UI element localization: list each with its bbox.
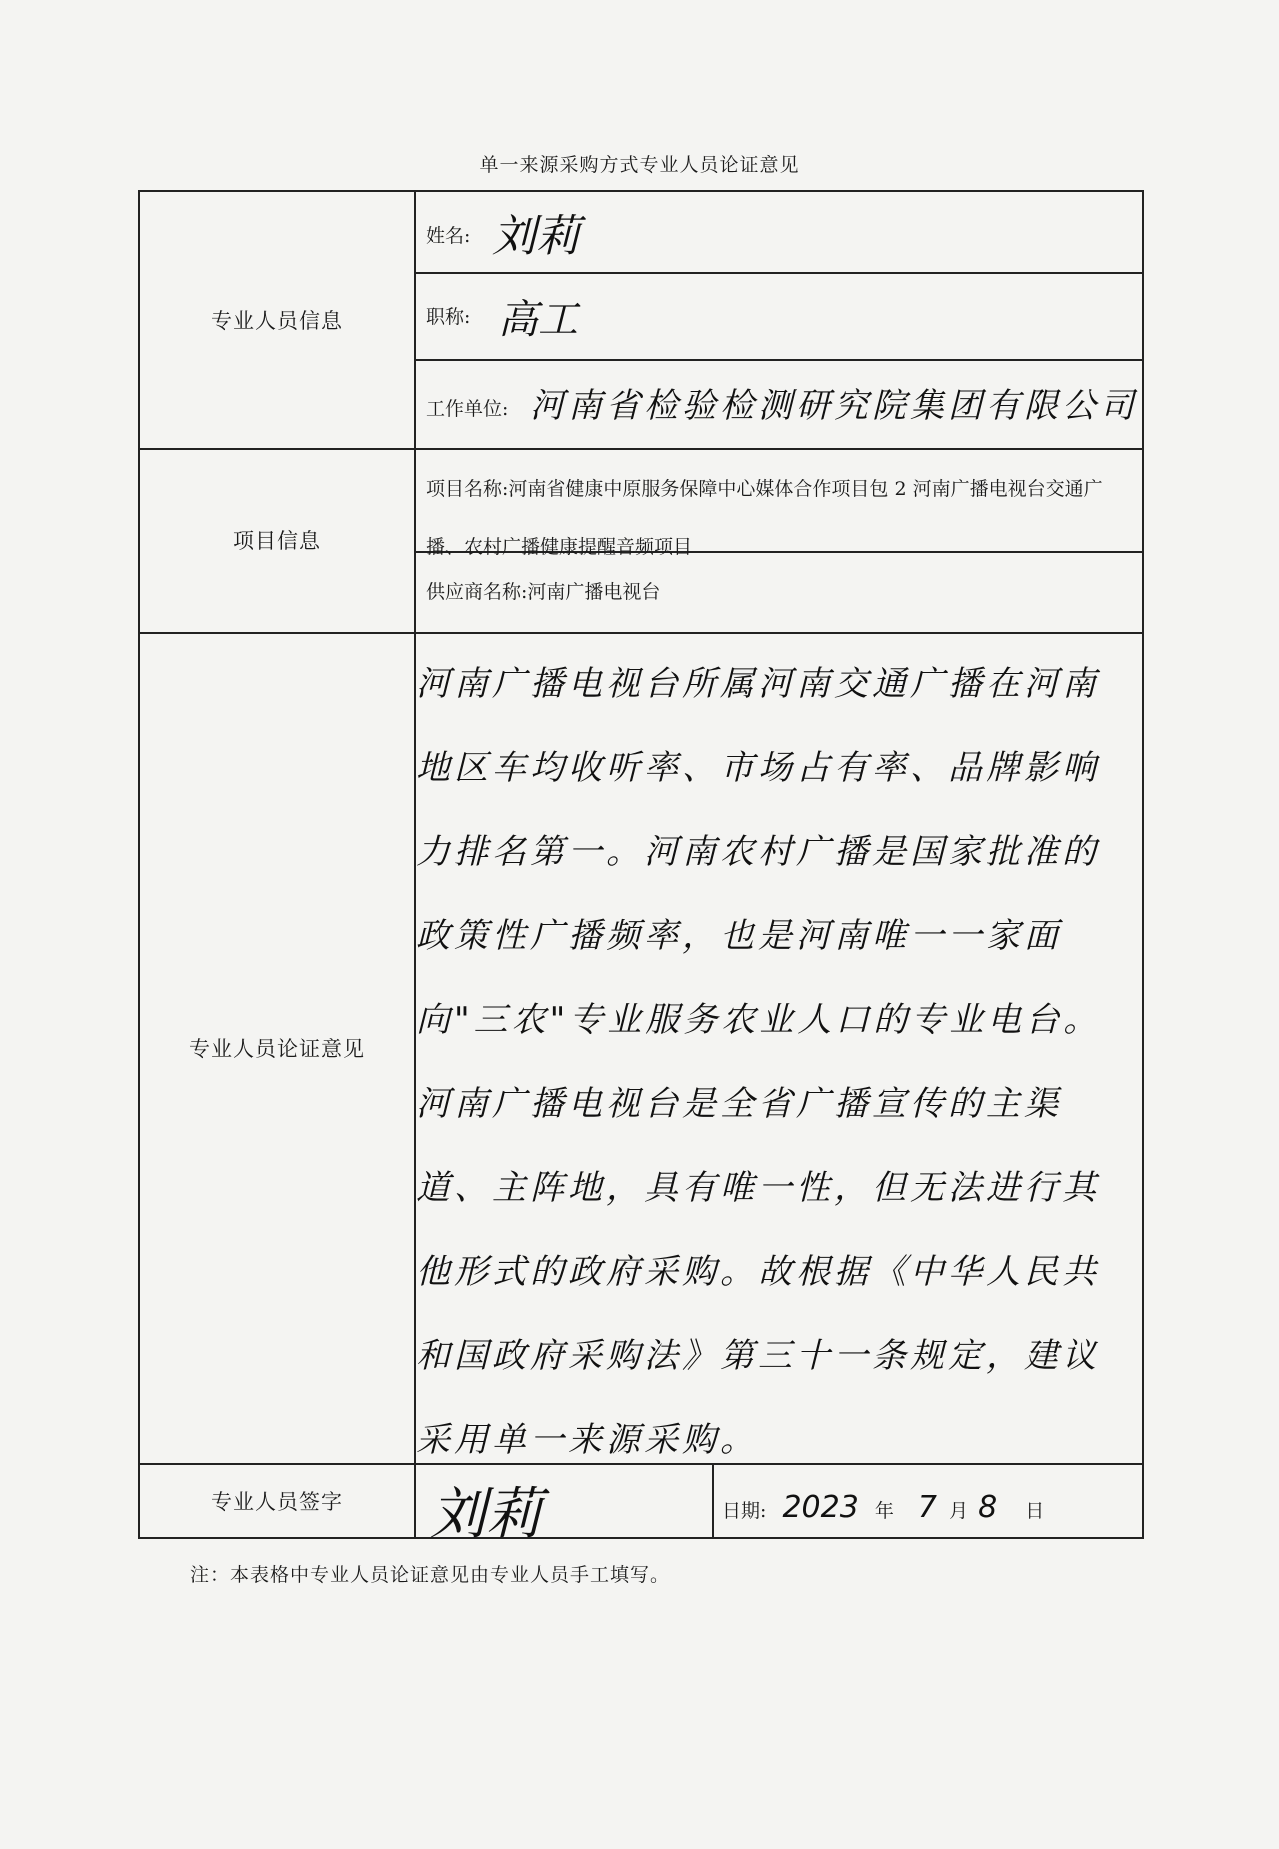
date-year-unit: 年 [874,1500,894,1522]
supplier-label: 供应商名称: [426,581,528,603]
signature-handwritten: 刘莉 [430,1482,542,1547]
date [722,1490,1044,1525]
supplier-value: 河南广播电视台 [527,581,661,603]
opinion-label: 专业人员论证意见 [189,1036,365,1061]
signature-label: 专业人员签字 [211,1490,343,1514]
org-handwritten: 河南省检验检测研究院集团有限公司 [530,386,1138,426]
name-label: 姓名: [426,225,471,247]
date-day-unit: 日 [1025,1500,1045,1522]
title-handwritten: 高工 [498,297,578,343]
date-label: 日期: [722,1500,767,1522]
name-handwritten: 刘莉 [492,211,580,262]
date-month: 7 [917,1490,938,1525]
project-name-label: 项目名称: [426,478,509,500]
footnote: 注：本表格中专业人员论证意见由专业人员手工填写。 [190,1564,671,1586]
title-label: 职称: [426,306,471,328]
date-year: 2023 [782,1490,859,1525]
date-day: 8 [978,1490,998,1525]
opinion-handwritten: 河南广播电视台所属河南交通广播在河南地区车均收听率、市场占有率、品牌影响力排名第一。河南农村广播是国家批准的政策性广播频率，也是河南唯一一家面向"三农"专业服务农业人口的专业电台。河南广播电视台是全省广播宣传的主渠道、主阵地，具有唯一性，但无法进行其他形式的政府采购。故根据《中华人民共和国政府采购法》第三十一条规定，建议采用单一来源采购。 [416,664,1102,1460]
org-label: 工作单位: [426,398,509,420]
personnel-info-label: 专业人员信息 [211,309,343,333]
date-month-unit: 月 [949,1500,969,1522]
row-line [414,272,1144,274]
supplier-name [426,563,1136,621]
form-title: 单一来源采购方式专业人员论证意见 [479,154,800,176]
opinion-form [138,190,1144,1547]
project-info-label: 项目信息 [233,529,321,553]
row-line [414,359,1144,361]
project-name-value: 河南省健康中原服务保障中心媒体合作项目包 2 河南广播电视台交通广播、农村广播健康提醒音频项目 [426,478,1103,558]
project-name [426,460,1136,576]
